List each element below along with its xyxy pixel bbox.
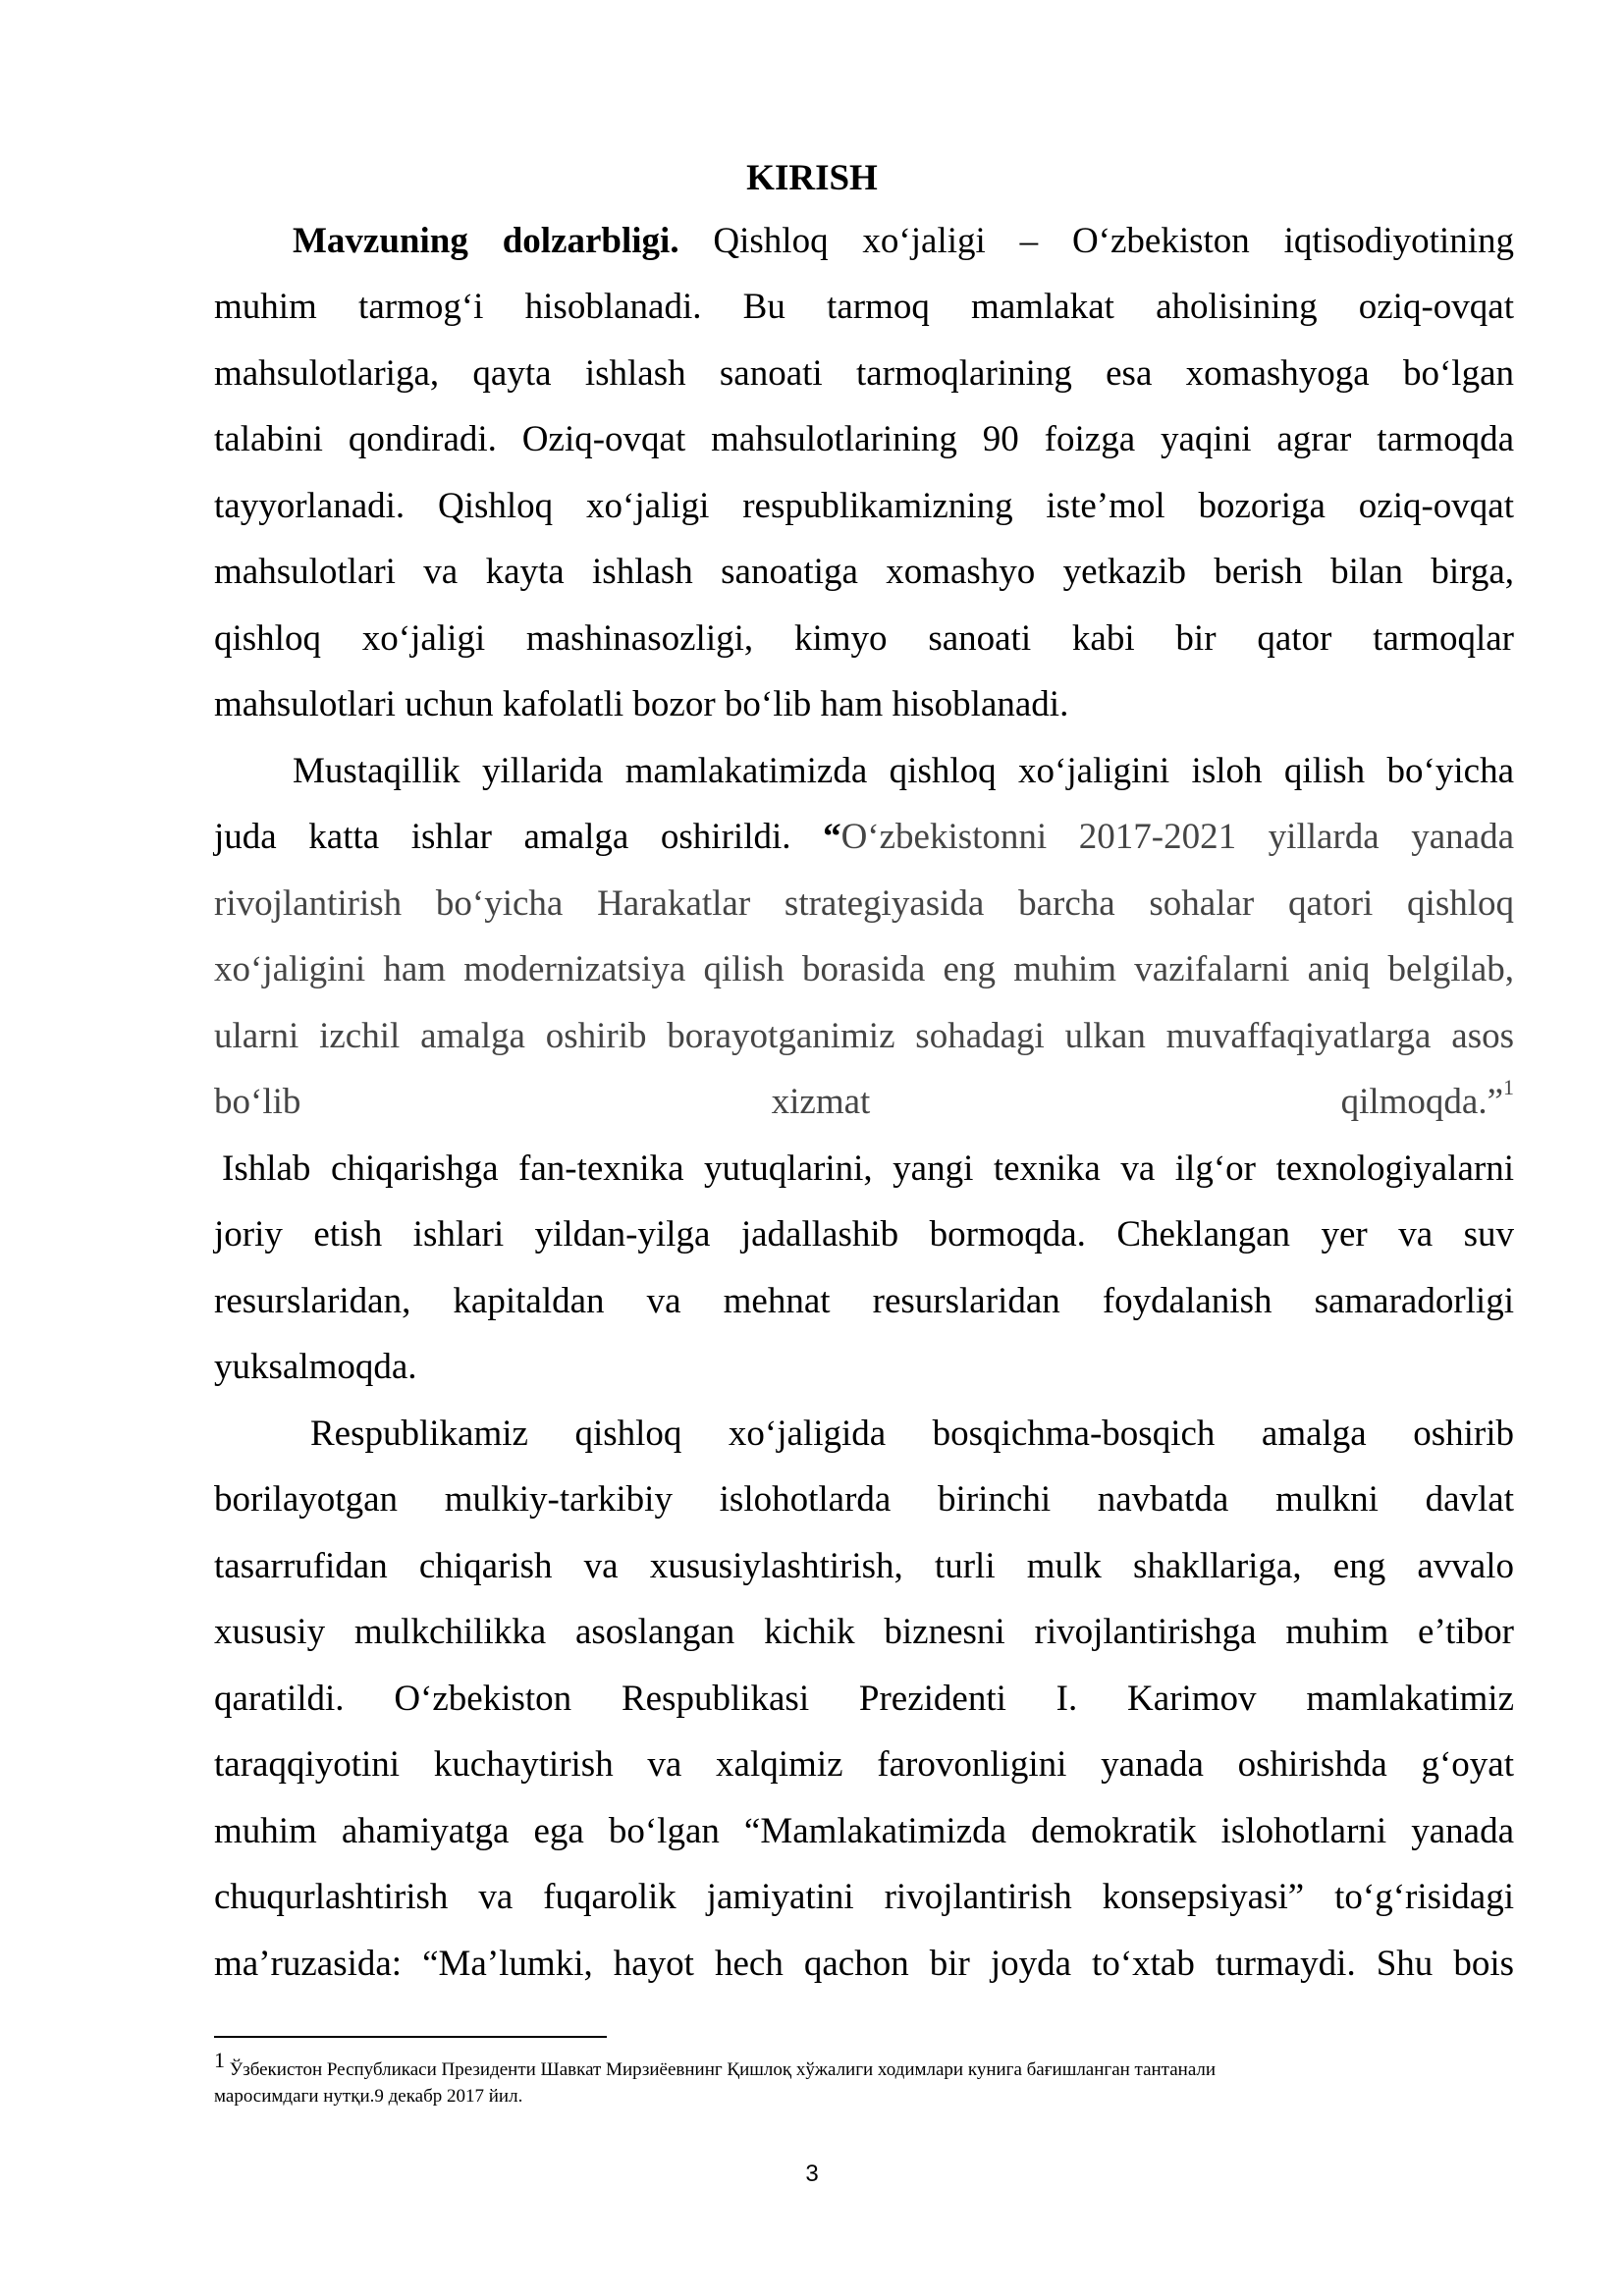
paragraph-line: talabini qondiradi. Oziq-ovqat mahsulotlarining 90 foizga yaqini agrar tarmoqda [214,419,1514,459]
quote-line: rivojlantirish bo‘yicha Harakatlar strategiyasida barcha sohalar qatori qishloq [214,883,1514,924]
paragraph-line: mahsulotlariga, qayta ishlash sanoati tarmoqlarining esa xomashyoga bo‘lgan [214,353,1514,394]
paragraph-line: xususiy mulkchilikka asoslangan kichik biznesni rivojlantirishga muhim e’tibor [214,1612,1514,1652]
paragraph-line: borilayotgan mulkiy-tarkibiy islohotlarda birinchi navbatda mulkni davlat [214,1479,1514,1520]
footnote-reference[interactable]: 1 [1503,1074,1515,1099]
paragraph-line: ma’ruzasida: “Ma’lumki, hayot hech qachon bir joyda to‘xtab turmaydi. Shu bois [214,1944,1514,1984]
paragraph-line: yuksalmoqda. [214,1347,417,1387]
paragraph-line: tasarrufidan chiqarish va xususiylashtirish, turli mulk shakllariga, eng avvalo [214,1546,1514,1586]
paragraph-line [214,812,1514,871]
quote-line: xo‘jaligini ham modernizatsiya qilish borasida eng muhim vazifalarni aniq belgilab, [214,949,1514,989]
paragraph-line: resurslaridan, kapitaldan va mehnat resurslaridan foydalanish samaradorligi [214,1281,1514,1321]
quote-line [214,1074,1515,1136]
paragraph-line: mahsulotlari uchun kafolatli bozor bo‘lib ham hisoblanadi. [214,684,1069,724]
quote-line: ularni izchil amalga oshirib borayotganimiz sohadagi ulkan muvaffaqiyatlarga asos [214,1016,1514,1056]
quote-word: bo‘lib [214,1082,301,1122]
paragraph-line: qaratildi. O‘zbekiston Respublikasi Prezidenti I. Karimov mamlakatimiz [214,1679,1514,1719]
footnote-line [214,2048,1514,2084]
paragraph-heading: Mavzuning dolzarbligi. [293,221,679,261]
quote-word: xizmat [771,1082,871,1122]
paragraph-line: Ishlab chiqarishga fan-texnika yutuqlarini, yangi texnika va ilg‘or texnologiyalarni [222,1148,1514,1189]
quote-word [1340,1074,1515,1122]
paragraph-line: qishloq xo‘jaligi mashinasozligi, kimyo sanoati kabi bir qator tarmoqlar [214,618,1514,659]
paragraph-line: joriy etish ishlari yildan-yilga jadallashib bormoqda. Cheklangan yer va suv [214,1214,1514,1255]
paragraph-line: muhim tarmog‘i hisoblanadi. Bu tarmoq mamlakat aholisining oziq-ovqat [214,287,1514,327]
paragraph-text: juda katta ishlar amalga oshirildi. [214,817,791,857]
paragraph-line: Respublikamiz qishloq xo‘jaligida bosqichma-bosqich amalga oshirib [310,1414,1514,1454]
footnote-text: Ўзбекистон Республикаси Президенти Шавкат Мирзиёевнинг Қишлоқ хўжалиги ходимлари кунига бағишланган тантанали [229,2059,1217,2080]
page-number: 3 [805,2161,819,2187]
paragraph-line: muhim ahamiyatga ega bo‘lgan “Mamlakatimizda demokratik islohotlarni yanada [214,1811,1514,1851]
paragraph-line: Mustaqillik yillarida mamlakatimizda qishloq xo‘jaligini isloh qilish bo‘yicha [293,751,1514,791]
section-title: KIRISH [746,158,878,198]
paragraph-line: tayyorlanadi. Qishloq xo‘jaligi respublikamizning iste’mol bozoriga oziq-ovqat [214,486,1514,526]
footnote-mark: 1 [214,2048,225,2072]
footnote-line: маросимдаги нутқи.9 декабр 2017 йил. [214,2086,523,2107]
paragraph-line: mahsulotlari va kayta ishlash sanoatiga xomashyo yetkazib berish bilan birga, [214,552,1514,592]
quote-word-text: qilmoqda.” [1340,1082,1504,1122]
paragraph-text: Qishloq xo‘jaligi – O‘zbekiston iqtisodiyotining [713,221,1514,261]
quote-text: O‘zbekistonni 2017-2021 yillarda yanada [840,817,1515,857]
footnote-separator [214,2036,607,2038]
paragraph-line: chuqurlashtirish va fuqarolik jamiyatini rivojlantirish konsepsiyasi” to‘g‘risidagi [214,1877,1514,1917]
paragraph-line: taraqqiyotini kuchaytirish va xalqimiz farovonligini yanada oshirishda g‘oyat [214,1744,1514,1785]
quote-mark: “ [823,817,841,857]
paragraph-line [293,216,1514,275]
